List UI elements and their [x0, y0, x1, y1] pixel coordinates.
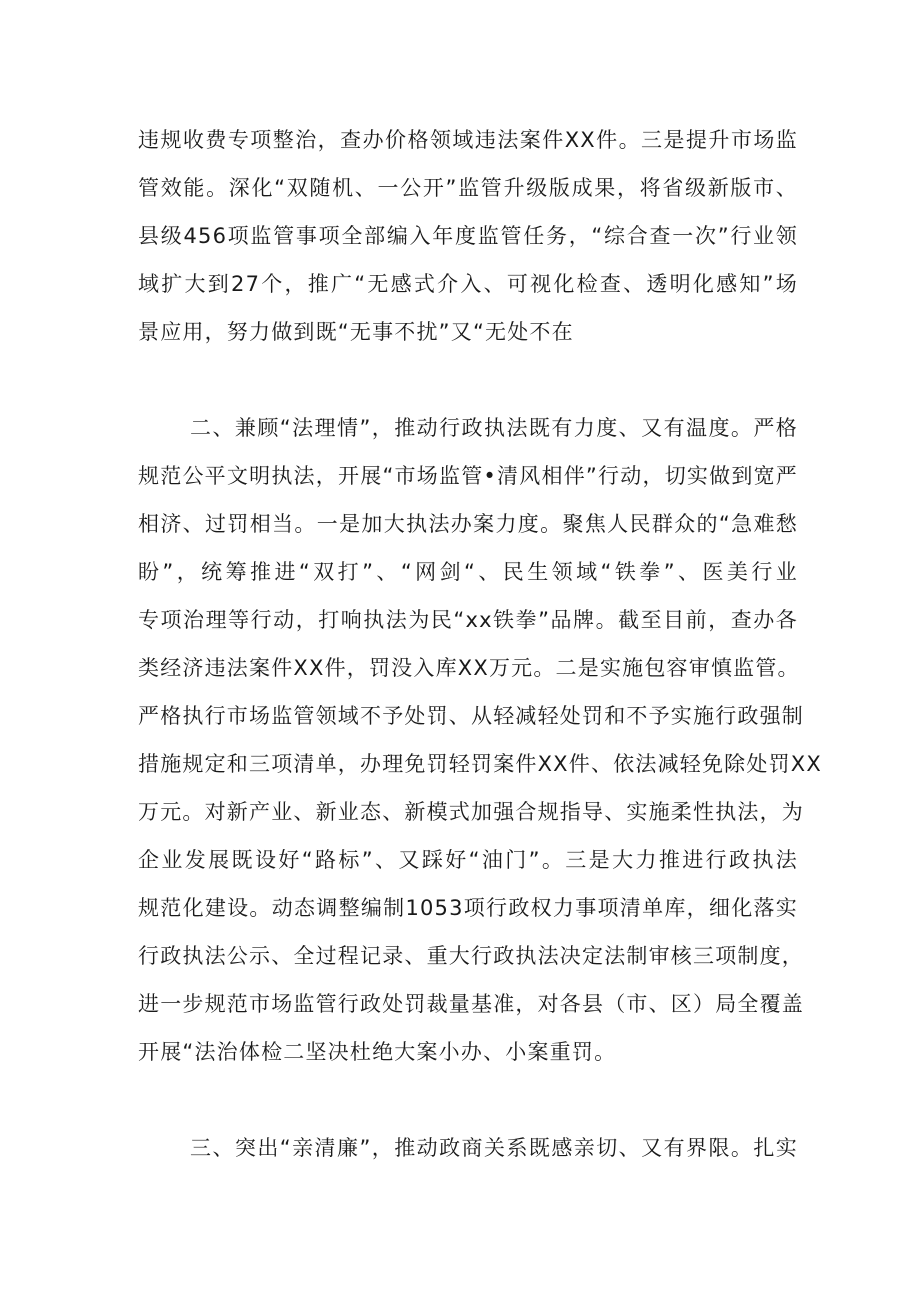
text-line: 措施规定和三项清单，办理免罚轻罚案件XX件、依法减轻免除处罚XX [138, 752, 822, 776]
text-line: 专项治理等行动，打响执法为民“xx铁拳”品牌。截至目前，查办各 [138, 608, 798, 632]
text-line: 相济、过罚相当。一是加大执法办案力度。聚焦人民群众的“急难愁 [138, 512, 798, 536]
text-line: 违规收费专项整治，查办价格领域违法案件XX件。三是提升市场监 [138, 128, 798, 152]
text-line: 景应用，努力做到既“无事不扰”又“无处不在 [138, 320, 574, 344]
text-line: 域扩大到27个，推广“无感式介入、可视化检查、透明化感知”场 [138, 272, 798, 296]
text-line: 二、兼顾“法理情”，推动行政执法既有力度、又有温度。严格 [190, 416, 798, 440]
text-line: 规范公平文明执法，开展“市场监管•清风相伴”行动，切实做到宽严 [138, 464, 798, 488]
text-line: 县级456项监管事项全部编入年度监管任务，“综合查一次”行业领 [138, 224, 798, 248]
text-line: 严格执行市场监管领域不予处罚、从轻减轻处罚和不予实施行政强制 [138, 704, 804, 728]
text-line: 盼”，统筹推进“双打”、“网剑“、民生领域“铁拳”、医美行业 [138, 560, 798, 584]
text-line: 规范化建设。动态调整编制1053项行政权力事项清单库，细化落实 [138, 896, 798, 920]
text-line: 企业发展既设好“路标”、又踩好“油门”。三是大力推进行政执法 [138, 848, 798, 872]
text-line: 三、突出“亲清廉”，推动政商关系既感亲切、又有界限。扎实 [190, 1136, 798, 1160]
text-line: 行政执法公示、全过程记录、重大行政执法决定法制审核三项制度， [138, 944, 804, 968]
text-line: 开展“法治体检二坚决杜绝大案小办、小案重罚。 [138, 1040, 617, 1064]
text-line: 类经济违法案件XX件，罚没入库XX万元。二是实施包容审慎监管。 [138, 656, 800, 680]
text-line: 管效能。深化“双随机、一公开”监管升级版成果，将省级新版市、 [138, 176, 798, 200]
text-line: 进一步规范市场监管行政处罚裁量基准，对各县（市、区）局全覆盖 [138, 992, 804, 1016]
text-line: 万元。对新产业、新业态、新模式加强合规指导、实施柔性执法，为 [138, 800, 804, 824]
